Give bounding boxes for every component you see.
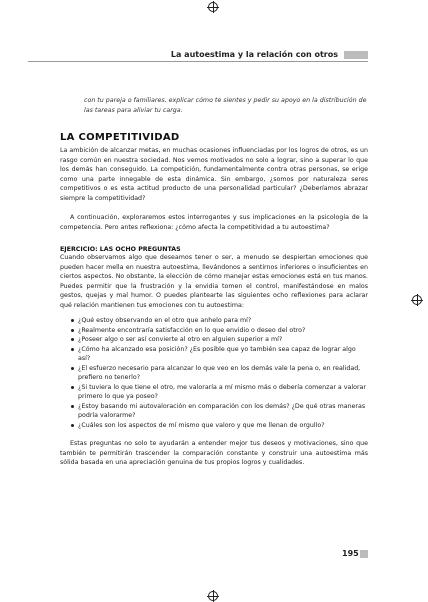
running-header: [28, 46, 368, 62]
page-body: [60, 96, 368, 468]
list-item: ¿Estoy basando mi autovaloración en comparación con los demás? ¿De qué otras maneras podría valorarme?: [78, 402, 368, 421]
header-accent-bar: [344, 51, 368, 59]
questions-list: [60, 316, 368, 430]
footer-accent-bar: [360, 550, 368, 558]
list-item: ¿El esfuerzo necesario para alcanzar lo que veo en los demás vale la pena o, en realidad, prefiero no tenerlo?: [78, 364, 368, 383]
exercise-title: EJERCICIO: LAS OCHO PREGUNTAS: [60, 246, 181, 253]
list-item: ¿Realmente encontraría satisfacción en lo que envidio o deseo del otro?: [78, 326, 368, 336]
registration-mark-icon: [208, 591, 218, 601]
page-footer: [336, 548, 368, 560]
list-item: ¿Cuáles son los aspectos de mí mismo que valoro y que me llenan de orgullo?: [78, 421, 368, 431]
list-item: ¿Cómo ha alcanzado esa posición? ¿Es posible que yo también sea capaz de lograr algo así?: [78, 345, 368, 364]
running-header-title: La autoestima y la relación con otros: [170, 50, 338, 59]
section-title: LA COMPETITIVIDAD: [60, 132, 180, 143]
page-number: 195: [342, 549, 359, 558]
body-paragraph: La ambición de alcanzar metas, en muchas ocasiones influenciadas por los logros de otros, es un rasgo común en nuestra sociedad. Nos vemos motivados no solo a lograr, sino a superar lo que los demás han conseguido. La competición, fundamentalmente contra otras personas, se erige como una parte innegable de esta dinámica. Sin embargo, ¿somos por naturaleza seres competitivos o es esta actitud producto de una personalidad particular? ¿Deberíamos abrazar siempre la competitividad?: [60, 147, 368, 202]
registration-mark-icon: [208, 2, 218, 12]
registration-mark-icon: [412, 295, 422, 305]
list-item: ¿Qué estoy observando en el otro que anhelo para mí?: [78, 316, 368, 326]
header-rule: [28, 61, 368, 62]
body-paragraph: A continuación, exploraremos estos interrogantes y sus implicaciones en la psicología de la competencia. Pero antes reflexiona: ¿cómo afecta la competitividad a tu autoestima?: [60, 214, 368, 231]
list-item: ¿Poseer algo o ser así convierte al otro en alguien superior a mí?: [78, 335, 368, 345]
intro-note: con tu pareja o familiares, explicar cómo te sientes y pedir su apoyo en la distribución de las tareas para aliviar tu carga.: [84, 97, 367, 114]
closing-paragraph: Estas preguntas no solo te ayudarán a entender mejor tus deseos y motivaciones, sino que también te permitirán trascender la comparación constante y construir una autoestima más sólida basada en una apreciación genuina de tus propios logros y cualidades.: [60, 440, 368, 466]
list-item: ¿Si tuviera lo que tiene el otro, me valoraría a mí mismo más o debería comenzar a valorar primero lo que ya poseo?: [78, 383, 366, 400]
exercise-intro: Cuando observamos algo que deseamos tener o ser, a menudo se despiertan emociones que pueden hacer mella en nuestra autoestima, llevándonos a sentirnos inferiores o insuficientes en ciertos aspectos. No obstante, la elección de cómo manejar estas emociones está en tus manos. Puedes permitir que la frustración y la envidia tomen el control, manifestándose en malos gestos, quejas y mal humor. O puedes plantearte las siguientes ocho reflexiones para aclarar qué relación mantienen tus emociones con tu autoestima:: [60, 254, 368, 309]
